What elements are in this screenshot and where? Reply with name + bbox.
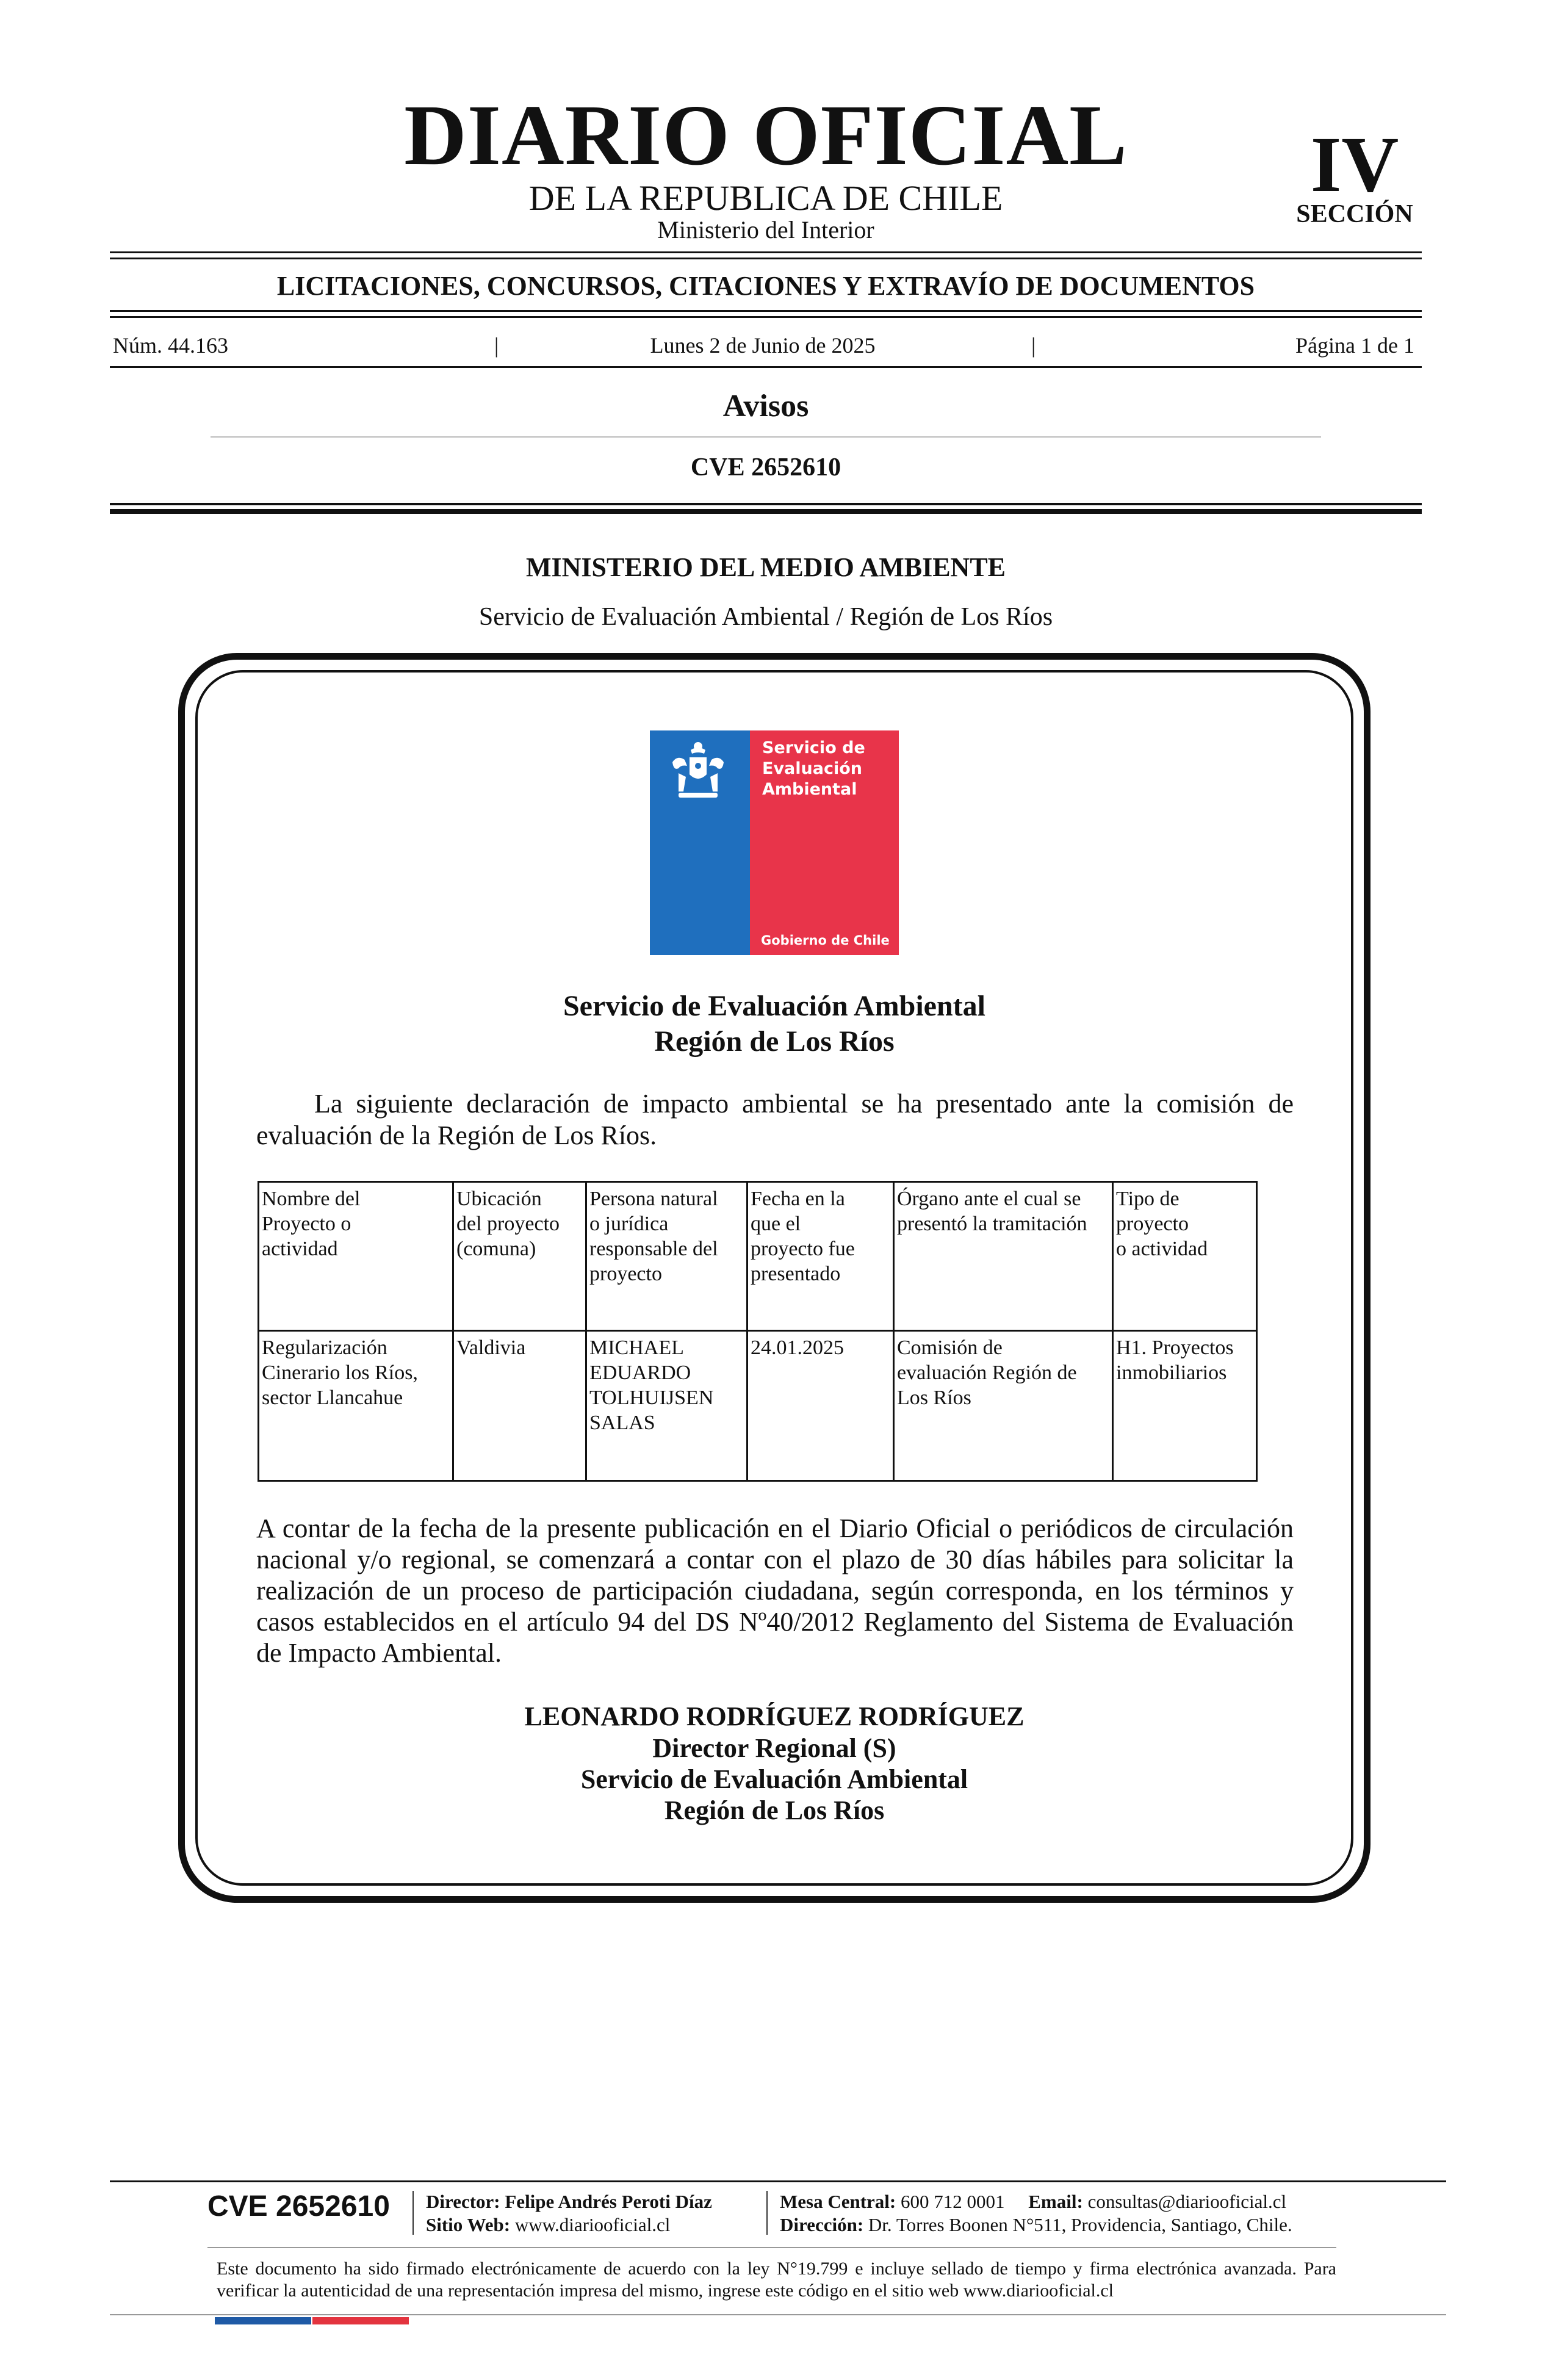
footer-contact xyxy=(780,2190,1286,2213)
table-header-cell xyxy=(259,1182,453,1331)
signature-region: Región de Los Ríos xyxy=(664,1795,885,1825)
header-rule-2 xyxy=(110,509,1422,514)
logo-blue-panel xyxy=(650,730,750,955)
table-cell xyxy=(453,1331,586,1481)
logo-name-line: Servicio de xyxy=(762,738,865,757)
cell-line: EDUARDO xyxy=(589,1361,691,1384)
notice-body: A contar de la fecha de la presente publicación en el Diario Oficial o periódicos de circulación nacional y/o regional, se comenzará a contar con el plazo de 30 días hábiles para solicitar la realización de un proceso de participación ciudadana, según corresponda, en los términos y casos establecidos en el artículo 94 del DS Nº40/2012 Reglamento del Sistema de Evaluación de Impacto Ambiental. xyxy=(256,1513,1294,1668)
table-cell xyxy=(894,1331,1113,1481)
cve-code: CVE 2652610 xyxy=(690,453,841,481)
logo-government: Gobierno de Chile xyxy=(761,933,890,948)
cell-line: presentado xyxy=(751,1263,841,1285)
table-header-cell xyxy=(586,1182,747,1331)
notice-heading-region: Región de Los Ríos xyxy=(654,1025,895,1058)
table-cell xyxy=(747,1331,894,1481)
cell-line: inmobiliarios xyxy=(1116,1361,1227,1384)
table-header-cell xyxy=(1113,1182,1257,1331)
footer-rule-top xyxy=(110,2180,1446,2182)
cell-line: actividad xyxy=(262,1238,338,1260)
footer-phone: 600 712 0001 xyxy=(901,2191,1005,2212)
footer-website-link[interactable]: www.diariooficial.cl xyxy=(514,2214,671,2235)
section-label: SECCIÓN xyxy=(1296,200,1413,228)
flag-bar-blue xyxy=(215,2317,311,2324)
cell-line: o jurídica xyxy=(589,1213,669,1235)
logo-name-line: Ambiental xyxy=(762,780,857,799)
cell-line: sector Llancahue xyxy=(262,1387,403,1409)
footer-address-text: Dr. Torres Boonen N°511, Providencia, Santiago, Chile. xyxy=(868,2214,1292,2235)
signature-service: Servicio de Evaluación Ambiental xyxy=(580,1764,968,1794)
footer-rule-bottom xyxy=(110,2314,1446,2315)
table-header-cell xyxy=(894,1182,1113,1331)
masthead-subtitle: DE LA REPUBLICA DE CHILE xyxy=(528,178,1003,218)
category-divider xyxy=(211,436,1321,438)
header-rule-1 xyxy=(110,503,1422,505)
cell-line: Valdivia xyxy=(456,1336,526,1359)
cell-line: evaluación Región de xyxy=(897,1361,1077,1384)
project-table xyxy=(258,1181,1258,1482)
notice-intro: La siguiente declaración de impacto ambiental se ha presentado ante la comisión de evaluación de la Región de Los Ríos. xyxy=(256,1089,1294,1150)
issue-date: Lunes 2 de Junio de 2025 xyxy=(650,333,876,358)
table-row xyxy=(259,1331,1257,1481)
footer-director xyxy=(426,2190,712,2213)
masthead-ministry: Ministerio del Interior xyxy=(657,216,874,243)
issue-rule-top-2 xyxy=(110,316,1422,318)
cell-line: Órgano ante el cual se xyxy=(897,1188,1081,1210)
cell-line: proyecto xyxy=(1116,1213,1189,1235)
cell-line: 24.01.2025 xyxy=(751,1336,844,1359)
cell-line: Regularización xyxy=(262,1336,387,1359)
logo-red-panel xyxy=(750,730,899,955)
footer-email-label: Email: xyxy=(1028,2191,1083,2212)
footer-email[interactable]: consultas@diariooficial.cl xyxy=(1087,2191,1287,2212)
footer-phone-label: Mesa Central: xyxy=(780,2191,896,2212)
table-header-cell xyxy=(453,1182,586,1331)
cell-line: Proyecto o xyxy=(262,1213,351,1235)
footer-website xyxy=(426,2213,670,2237)
flag-bar-red xyxy=(312,2317,409,2324)
cell-line: Tipo de xyxy=(1116,1188,1180,1210)
table-cell xyxy=(1113,1331,1257,1481)
cell-line: H1. Proyectos xyxy=(1116,1336,1234,1359)
footer-director-label: Director: xyxy=(426,2191,500,2212)
table-cell xyxy=(586,1331,747,1481)
cell-line: que el xyxy=(751,1213,801,1235)
cell-line: del proyecto xyxy=(456,1213,560,1235)
table-header-cell xyxy=(747,1182,894,1331)
cell-line: (comuna) xyxy=(456,1238,536,1260)
footer-separator xyxy=(766,2191,768,2235)
sea-logo xyxy=(650,730,899,955)
table-cell xyxy=(259,1331,453,1481)
cell-line: Cinerario los Ríos, xyxy=(262,1361,418,1384)
cell-line: Comisión de xyxy=(897,1336,1003,1359)
masthead-rule-top xyxy=(110,251,1422,253)
section-number: IV xyxy=(1310,121,1399,209)
cell-line: Los Ríos xyxy=(897,1387,971,1409)
issue-separator: | xyxy=(1031,333,1036,358)
table-header-row xyxy=(259,1182,1257,1331)
issue-rule-bottom xyxy=(110,366,1422,368)
cell-line: MICHAEL xyxy=(589,1336,684,1359)
masthead-rule-bottom xyxy=(110,258,1422,259)
footer-divider xyxy=(207,2247,1336,2248)
cell-line: proyecto fue xyxy=(751,1238,855,1260)
masthead-title: DIARIO OFICIAL xyxy=(404,87,1128,183)
cell-line: Fecha en la xyxy=(751,1188,845,1210)
cell-line: Nombre del xyxy=(262,1188,361,1210)
footer-website-label: Sitio Web: xyxy=(426,2214,511,2235)
footer-address-label: Dirección: xyxy=(780,2214,864,2235)
issue-rule-top-1 xyxy=(110,310,1422,312)
issue-separator: | xyxy=(494,333,499,358)
logo-name xyxy=(762,738,865,800)
footer-separator xyxy=(412,2191,414,2235)
footer-cve: CVE 2652610 xyxy=(207,2190,390,2223)
cell-line: SALAS xyxy=(589,1412,655,1434)
cell-line: Persona natural xyxy=(589,1188,718,1210)
service-line: Servicio de Evaluación Ambiental / Región de Los Ríos xyxy=(478,603,1053,631)
cell-line: TOLHUIJSEN xyxy=(589,1387,714,1409)
footer-legal: Este documento ha sido firmado electrónicamente de acuerdo con la ley N°19.799 e incluye sellado de tiempo y firma electrónica avanzada. Para verificar la autenticidad de una representación impresa del mismo, ingrese este código en el sitio web www.diariooficial.cl xyxy=(217,2259,1336,2301)
footer-address xyxy=(780,2213,1292,2237)
ministry-heading: MINISTERIO DEL MEDIO AMBIENTE xyxy=(525,552,1006,582)
footer-director-name: Felipe Andrés Peroti Díaz xyxy=(505,2191,712,2212)
category-heading: Avisos xyxy=(722,389,809,424)
cell-line: presentó la tramitación xyxy=(897,1213,1087,1235)
cell-line: o actividad xyxy=(1116,1238,1208,1260)
cell-line: responsable del xyxy=(589,1238,718,1260)
issue-number: Núm. 44.163 xyxy=(113,333,228,358)
cell-line: proyecto xyxy=(589,1263,662,1285)
section-title: LICITACIONES, CONCURSOS, CITACIONES Y EXTRAVÍO DE DOCUMENTOS xyxy=(276,271,1255,301)
notice-heading-service: Servicio de Evaluación Ambiental xyxy=(563,990,985,1022)
signature-name: LEONARDO RODRÍGUEZ RODRÍGUEZ xyxy=(524,1701,1025,1731)
issue-page: Página 1 de 1 xyxy=(1295,333,1414,358)
cell-line: Ubicación xyxy=(456,1188,542,1210)
signature-role: Director Regional (S) xyxy=(652,1733,896,1763)
coat-of-arms-icon xyxy=(660,737,740,810)
logo-name-line: Evaluación xyxy=(762,759,862,778)
